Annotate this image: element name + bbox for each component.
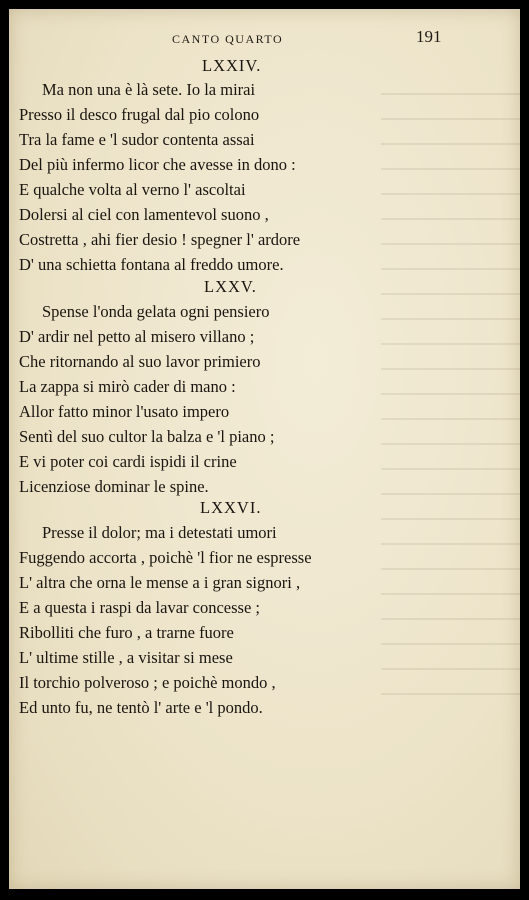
verse-line: Costretta , ahi fier desio ! spegner l' ardore: [19, 230, 301, 249]
verse-line: Dolersi al ciel con lamentevol suono ,: [19, 205, 269, 224]
verse-line: Il torchio polveroso ; e poichè mondo ,: [19, 673, 276, 692]
verse-line: Tra la fame e 'l sudor contenta assai: [19, 130, 255, 149]
verse-line: Licenziose dominar le spine.: [19, 477, 209, 496]
verse-line: Fuggendo accorta , poichè 'l fior ne espresse: [19, 548, 312, 567]
verse-line: Che ritornando al suo lavor primiero: [19, 352, 261, 371]
bleed-through-text: [381, 79, 520, 699]
verse-line: Ribolliti che furo , a trarne fuore: [19, 623, 234, 642]
verse-line: Del più infermo licor che avesse in dono :: [19, 155, 296, 174]
running-head: CANTO QUARTO: [172, 32, 284, 46]
stanza-heading: LXXVI.: [200, 498, 262, 517]
verse-line: Spense l'onda gelata ogni pensiero: [42, 302, 270, 321]
verse-line: Ma non una è là sete. Io la mirai: [42, 80, 256, 99]
verse-line: Sentì del suo cultor la balza e 'l piano ;: [19, 427, 275, 446]
verse-line: Presso il desco frugal dal pio colono: [19, 105, 260, 124]
verse-line: La zappa si mirò cader di mano :: [19, 377, 236, 396]
book-page: [9, 9, 520, 889]
page-number: 191: [416, 27, 442, 46]
verse-line: D' ardir nel petto al misero villano ;: [19, 327, 255, 346]
verse-line: E qualche volta al verno l' ascoltai: [19, 180, 246, 199]
verse-line: Allor fatto minor l'usato impero: [19, 402, 230, 421]
stanza-heading: LXXIV.: [202, 56, 262, 75]
stanza-heading: LXXV.: [204, 277, 257, 296]
verse-line: D' una schietta fontana al freddo umore.: [19, 255, 284, 274]
verse-line: L' altra che orna le mense a i gran signori ,: [19, 573, 301, 592]
verse-line: L' ultime stille , a visitar si mese: [19, 648, 233, 667]
verse-line: Presse il dolor; ma i detestati umori: [42, 523, 277, 542]
verse-line: Ed unto fu, ne tentò l' arte e 'l pondo.: [19, 698, 263, 717]
verse-line: E vi poter coi cardi ispidi il crine: [19, 452, 237, 471]
verse-line: E a questa i raspi da lavar concesse ;: [19, 598, 260, 617]
